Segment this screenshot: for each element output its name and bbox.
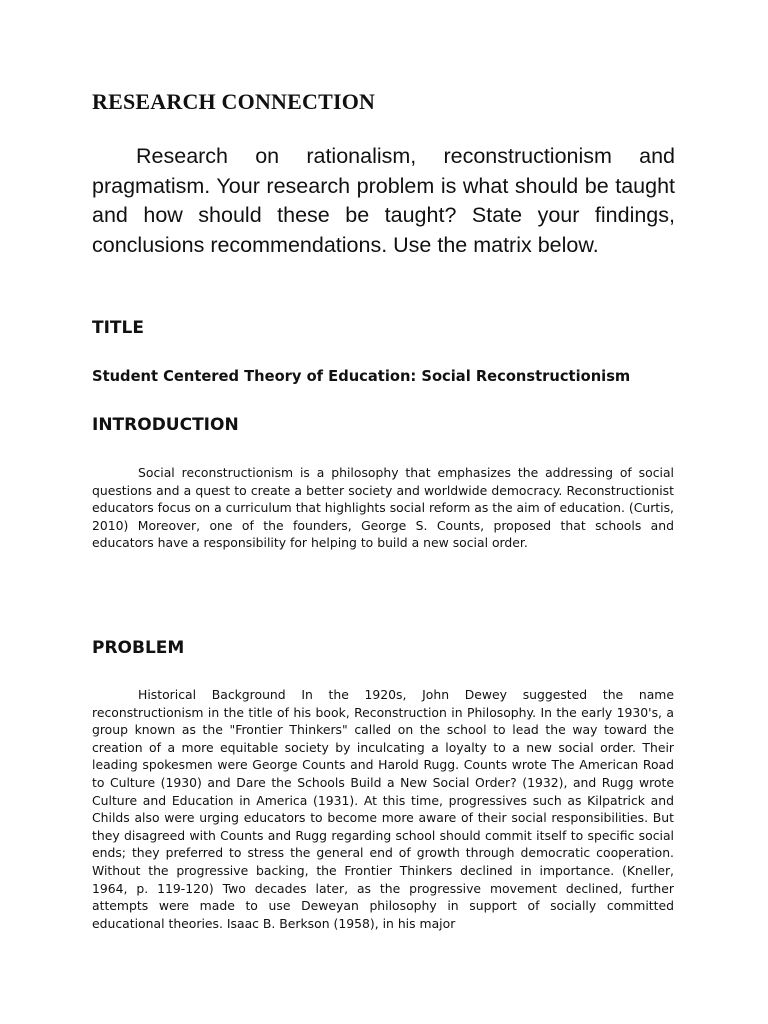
problem-section-heading: PROBLEM xyxy=(92,638,185,658)
introduction-section-heading: INTRODUCTION xyxy=(92,415,239,435)
introduction-paragraph: Social reconstructionism is a philosophy that emphasizes the addressing of social questions and a quest to create a better society and worldwide democracy. Reconstructionist educators focus on a curriculum that highlights social reform as the aim of education. (Curtis, 2010) Moreover, one of the founders, George S. Counts, proposed that schools and educators have a responsibility for helping to build a new social order. xyxy=(92,465,674,551)
page-title: RESEARCH CONNECTION xyxy=(92,89,376,114)
problem-paragraph: Historical Background In the 1920s, John Dewey suggested the name reconstructionism in the title of his book, Reconstruction in Philosophy. In the early 1930's, a group known as the "Frontier Thinkers" called on the school to lead the way toward the creation of a more equitable society by inculcating a loyalty to a new social order. Their leading spokesmen were George Counts and Harold Rugg. Counts wrote The American Road to Culture (1930) and Dare the Schools Build a New Social Order? (1932), and Rugg wrote Culture and Education in America (1931). At this time, progressives such as Kilpatrick and Childs also were urging educators to become more aware of their social responsibilities. But they disagreed with Counts and Rugg regarding school should commit itself to specific social ends; they preferred to stress the general end of growth through democratic cooperation. Without the progressive backing, the Frontier Thinkers declined in importance. (Kneller, 1964, p. 119-120) Two decades later, as the progressive movement declined, further attempts were made to use Deweyan philosophy in support of socially committed educational theories. Isaac B. Berkson (1958), in his major xyxy=(92,687,674,931)
research-title: Student Centered Theory of Education: Social Reconstructionism xyxy=(92,368,631,385)
title-section-heading: TITLE xyxy=(92,318,144,338)
instructions-paragraph: Research on rationalism, reconstructionism and pragmatism. Your research problem is what should be taught and how should these be taught? State your findings, conclusions recommendations. Use the matrix below. xyxy=(92,144,675,257)
